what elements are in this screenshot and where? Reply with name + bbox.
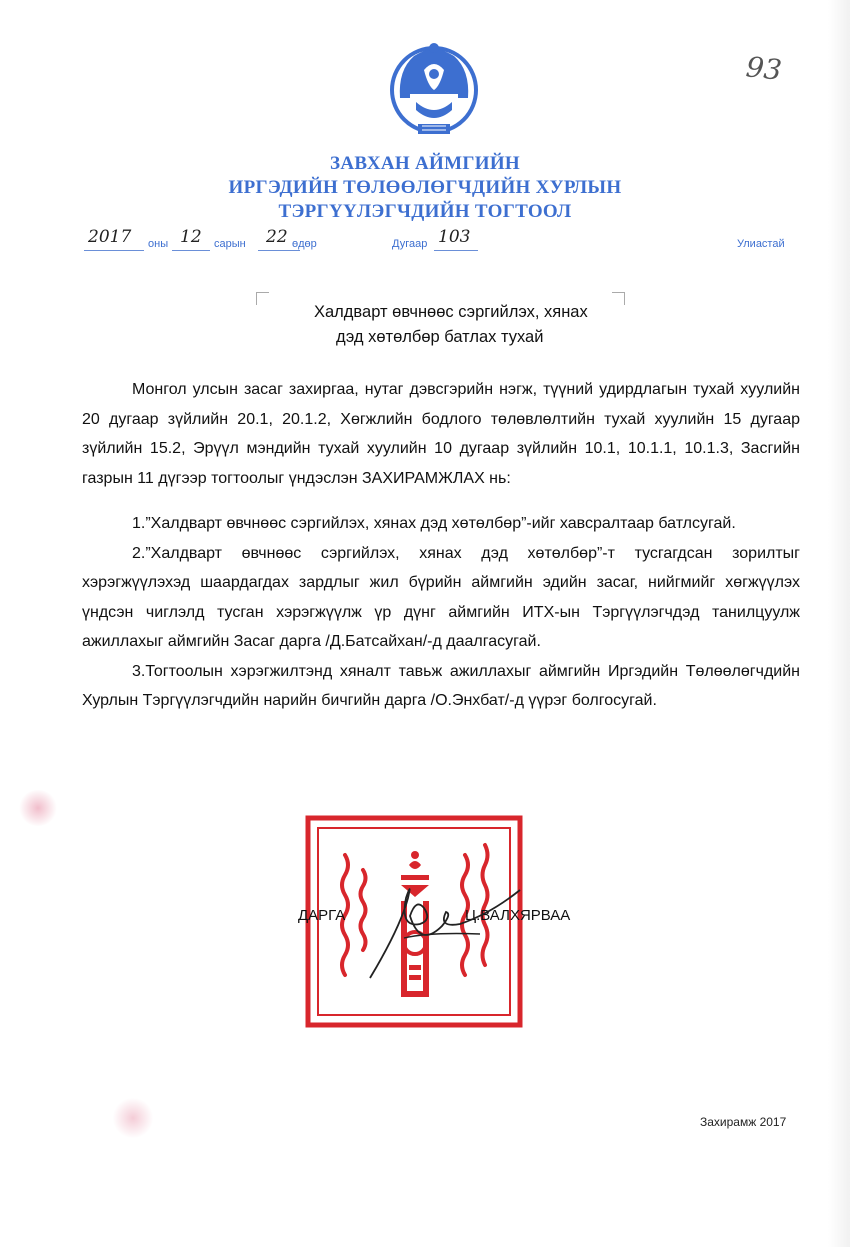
number-label: Дугаар — [392, 238, 428, 250]
subject-corner-left — [256, 292, 269, 305]
subject-line-2: дэд хөтөлбөр батлах тухай — [336, 328, 544, 346]
number-value: 103 — [438, 227, 471, 247]
organization-line-1: ЗАВХАН АЙМГИЙН — [330, 153, 520, 174]
signatory-name: Ц.ВАЛХЯРВАА — [465, 907, 571, 924]
handwritten-signature — [360, 868, 530, 988]
decision-item-3: 3.Тогтоолын хэрэгжилтэнд хяналт тавьж ажиллахыг аймгийн Иргэдийн Төлөөлөгчдийн Хурлын Тэргүүлэгчдийн нарийн бичгийн дарга /О.Энхбат/-д үүрэг болгосугай. — [82, 662, 800, 709]
month-label: сарын — [214, 238, 246, 250]
document-body — [82, 375, 800, 716]
organization-line-3: ТЭРГҮҮЛЭГЧДИЙН ТОГТООЛ — [278, 201, 572, 222]
signatory-title: ДАРГА — [298, 907, 346, 924]
state-emblem-icon — [388, 40, 480, 138]
subject-line-1: Халдварт өвчнөөс сэргийлэх, хянах — [314, 303, 588, 321]
document-meta-row — [0, 227, 850, 263]
place-label: Улиастай — [737, 238, 785, 250]
subject-title — [300, 300, 660, 350]
organization-heading — [0, 152, 850, 224]
month-value: 12 — [180, 227, 202, 247]
year-label: оны — [148, 238, 169, 250]
preamble-paragraph: Монгол улсын засаг захиргаа, нутаг дэвсгэрийн нэгж, түүний удирдлагын тухай хуулийн 20 дугаар зүйлийн 20.1, 20.1.2, Хөгжлийн бодлого төлөвлөлтийн тухай хуулийн 15 дугаар зүйлийн 15.2, Эрүүл мэндийн тухай хуулийн 10 дугаар зүйлийн 10.1, 10.1.1, 10.1.3, Засгийн газрын 11 дүгээр тогтоолыг үндэслэн ЗАХИРАМЖЛАХ нь: — [82, 381, 800, 487]
ink-smudge-bottom — [112, 1098, 154, 1138]
decision-item-1: 1.”Халдварт өвчнөөс сэргийлэх, хянах дэд хөтөлбөр”-ийг хавсралтаар батлсугай. — [132, 515, 736, 532]
footer-label: Захирамж 2017 — [700, 1115, 787, 1129]
ink-smudge-left — [18, 790, 58, 826]
organization-line-2: ИРГЭДИЙН ТӨЛӨӨЛӨГЧДИЙН ХУРЛЫН — [228, 177, 622, 198]
day-value: 22 — [266, 227, 288, 247]
page-number: 93 — [744, 50, 784, 87]
year-value: 2017 — [88, 227, 132, 247]
day-label: өдөр — [292, 238, 317, 250]
decision-item-2: 2.”Халдварт өвчнөөс сэргийлэх, хянах дэд хөтөлбөр”-т тусгагдсан зорилтыг хэрэгжүүлэхэд шаардагдах зардлыг жил бүрийн аймгийн эдийн засаг, нийгмийг хөгжүүлэх үндсэн чиглэлд тусган хэрэгжүүлж үр дүнг аймгийн ИТХ-ын Тэргүүлэгчдэд танилцуулж ажиллахыг аймгийн Засаг дарга /Д.Батсайхан/-д даалгасугай. — [82, 544, 800, 650]
